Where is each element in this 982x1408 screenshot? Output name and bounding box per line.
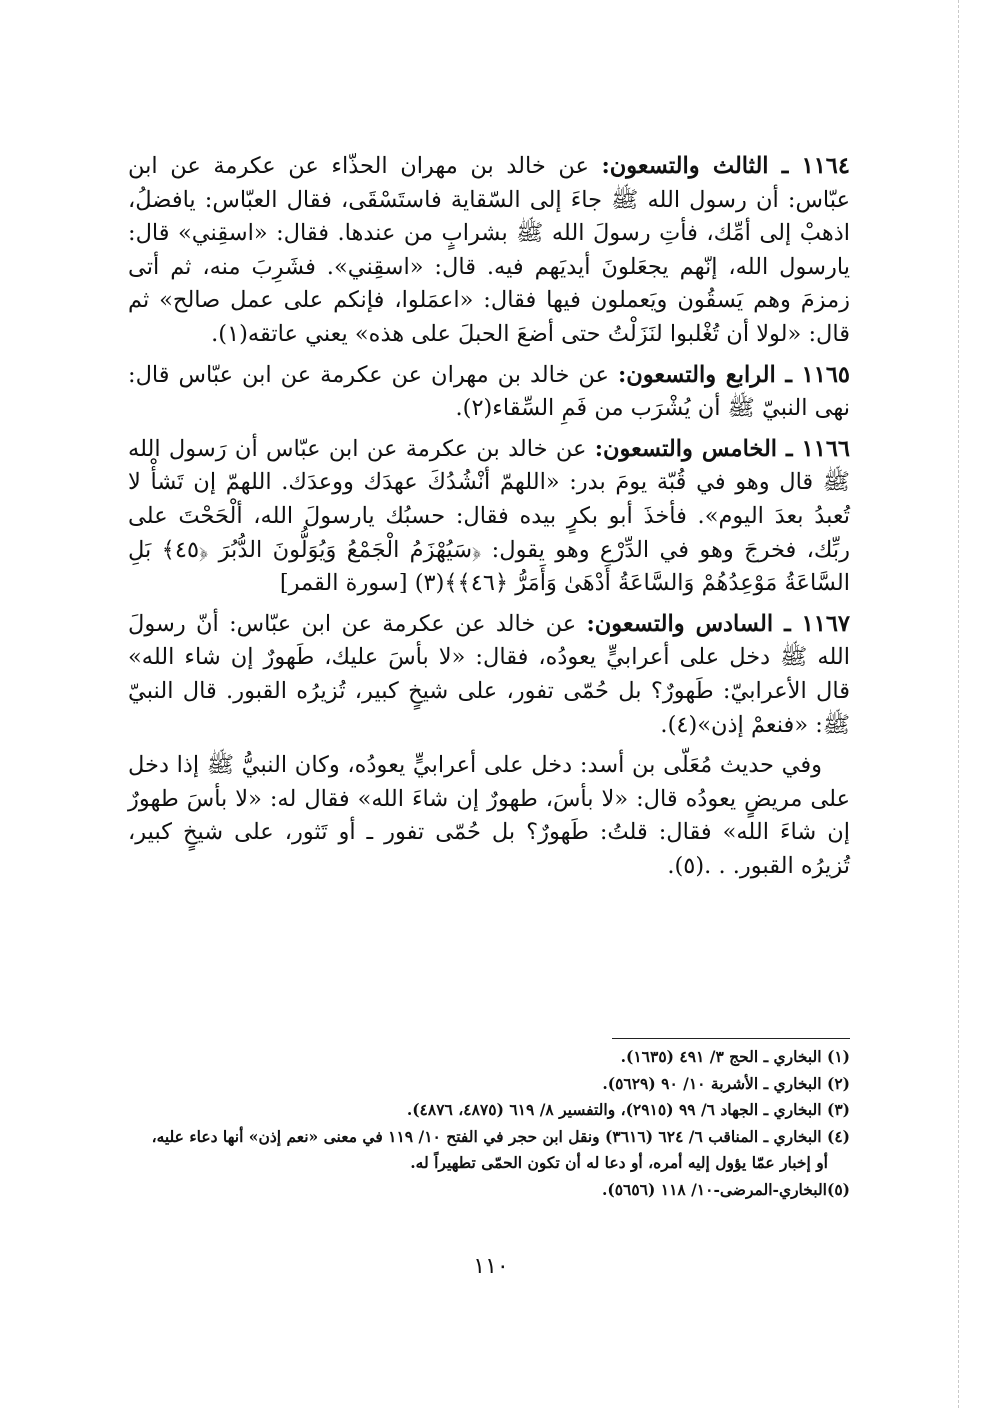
hadith-body: عن خالد بن مهران عن عكرمة عن ابن عبّاس قال: نهى النبيّ ﷺ أن يُشْرَب من فَمِ السِّقاء(٢). (128, 361, 850, 422)
main-text (128, 150, 850, 890)
hadith-body: عن خالد عن عكرمة عن ابن عبّاس: أنّ رسولَ الله ﷺ دخل على أعرابيٍّ يعودُه، فقال: «لا بأسَ عليك، طَهورٌ إن شاء الله» قال الأعرابيّ: طَهورٌ؟ بل حُمّى تفور، على شيخٍ كبير، تُزيرُه القبور. قال النبيّ ﷺ: «فنعمْ إذن»(٤). (128, 610, 850, 738)
hadith-1166 (128, 433, 850, 601)
hadith-1167 (128, 608, 850, 742)
hadith-1165 (128, 359, 850, 426)
footnote-4-continuation: أو إخبار عمّا يؤول إليه أمره، أو دعا له أن تكون الحمّى تطهيراً له. (410, 1153, 828, 1172)
footnotes (128, 1044, 850, 1203)
hadith-heading: ١١٦٥ ـ الرابع والتسعون: (617, 361, 850, 388)
footnote-5: (٥)البخاري-المرضى-١٠/ ١١٨ (٥٦٥٦). (601, 1179, 850, 1199)
footnote-1: (١) البخاري ـ الحج ٣/ ٤٩١ (١٦٣٥). (620, 1047, 850, 1066)
page-number: ١١٠ (473, 1254, 509, 1279)
hadith-body: عن خالد بن عكرمة عن ابن عبّاس أن رَسول الله ﷺ قال وهو في قُبّة يومَ بدر: «اللهمّ أنْشُدُكَ عهدَك ووعدَك. اللهمّ إن تَشأْ لا تُعبدُ بعدَ اليوم». فأخذَ أبو بكرٍ بيده فقال: حسبُك يارسولَ الله، ألْحَحْتَ على ربِّك، فخرجَ وهو في الدِّرْع وهو يقول: ﴿سَيُهْزَمُ الْجَمْعُ وَيُوَلُّونَ الدُّبُرَ ﴿٤٥﴾ بَلِ السَّاعَةُ مَوْعِدُهُمْ وَالسَّاعَةُ أَدْهَىٰ وَأَمَرُّ ﴿٤٦﴾﴾(٣) [سورة القمر] (128, 435, 851, 597)
footnote-3: (٣) البخاري ـ الجهاد ٦/ ٩٩ (٢٩١٥)، والتفسير ٨/ ٦١٩ (٤٨٧٥، ٤٨٧٦). (406, 1100, 850, 1119)
hadith-body: عن خالد بن مهران الحذّاء عن عكرمة عن ابن عبّاس: أن رسول الله ﷺ جاءَ إلى السّقاية فاستَسْقَى، فقال العبّاس: يافضلُ، اذهبْ إلى أمِّك، فأتِ رسولَ الله ﷺ بشرابٍ من عندها. فقال: «اسقِني» قال: يارسول الله، إنّهم يجعَلونَ أيديَهم فيه. قال: «اسقِني». فشَرِبَ منه، ثم أتى زمزمَ وهم يَسقُون ويَعملون فيها فقال: «اعمَلوا، فإنكم على عمل صالح» ثم قال: «لولا أن تُغْلبوا لنَزَلْتُ حتى أضعَ الحبلَ على هذه» يعني عاتقه(١). (128, 153, 850, 347)
hadith-heading: ١١٦٤ ـ الثالث والتسعون: (601, 153, 850, 179)
scan-dotted-margin (958, 0, 959, 1408)
hadith-heading: ١١٦٧ ـ السادس والتسعون: (586, 610, 850, 637)
footnote-2: (٢) البخاري ـ الأشربة ١٠/ ٩٠ (٥٦٢٩). (602, 1073, 850, 1093)
hadith-heading: ١١٦٦ ـ الخامس والتسعون: (594, 435, 850, 462)
hadith-1164 (128, 150, 850, 352)
footnote-4: (٤) البخاري ـ المناقب ٦/ ٦٢٤ (٣٦١٦) ونقل ابن حجر في الفتح ١٠/ ١١٩ في معنى «نعم إذن» أنها دعاء عليه، (151, 1126, 850, 1146)
hadith-body: وفي حديث مُعَلّى بن أسد: دخل على أعرابيٍّ يعودُه، وكان النبيُّ ﷺ إذا دخل على مريضٍ يعودُه قال: «لا بأسَ، طهورٌ إن شاءَ الله» فقال له: «لا بأسَ طهورٌ إن شاءَ الله» فقال: قلتُ: طَهورٌ؟ بل حُمّى تفور ـ أو تَثور، على شيخٍ كبير، تُزيرُه القبور. . .(٥). (128, 752, 850, 879)
footnote-divider (612, 1038, 850, 1039)
hadith-variant-muallah (128, 749, 850, 883)
